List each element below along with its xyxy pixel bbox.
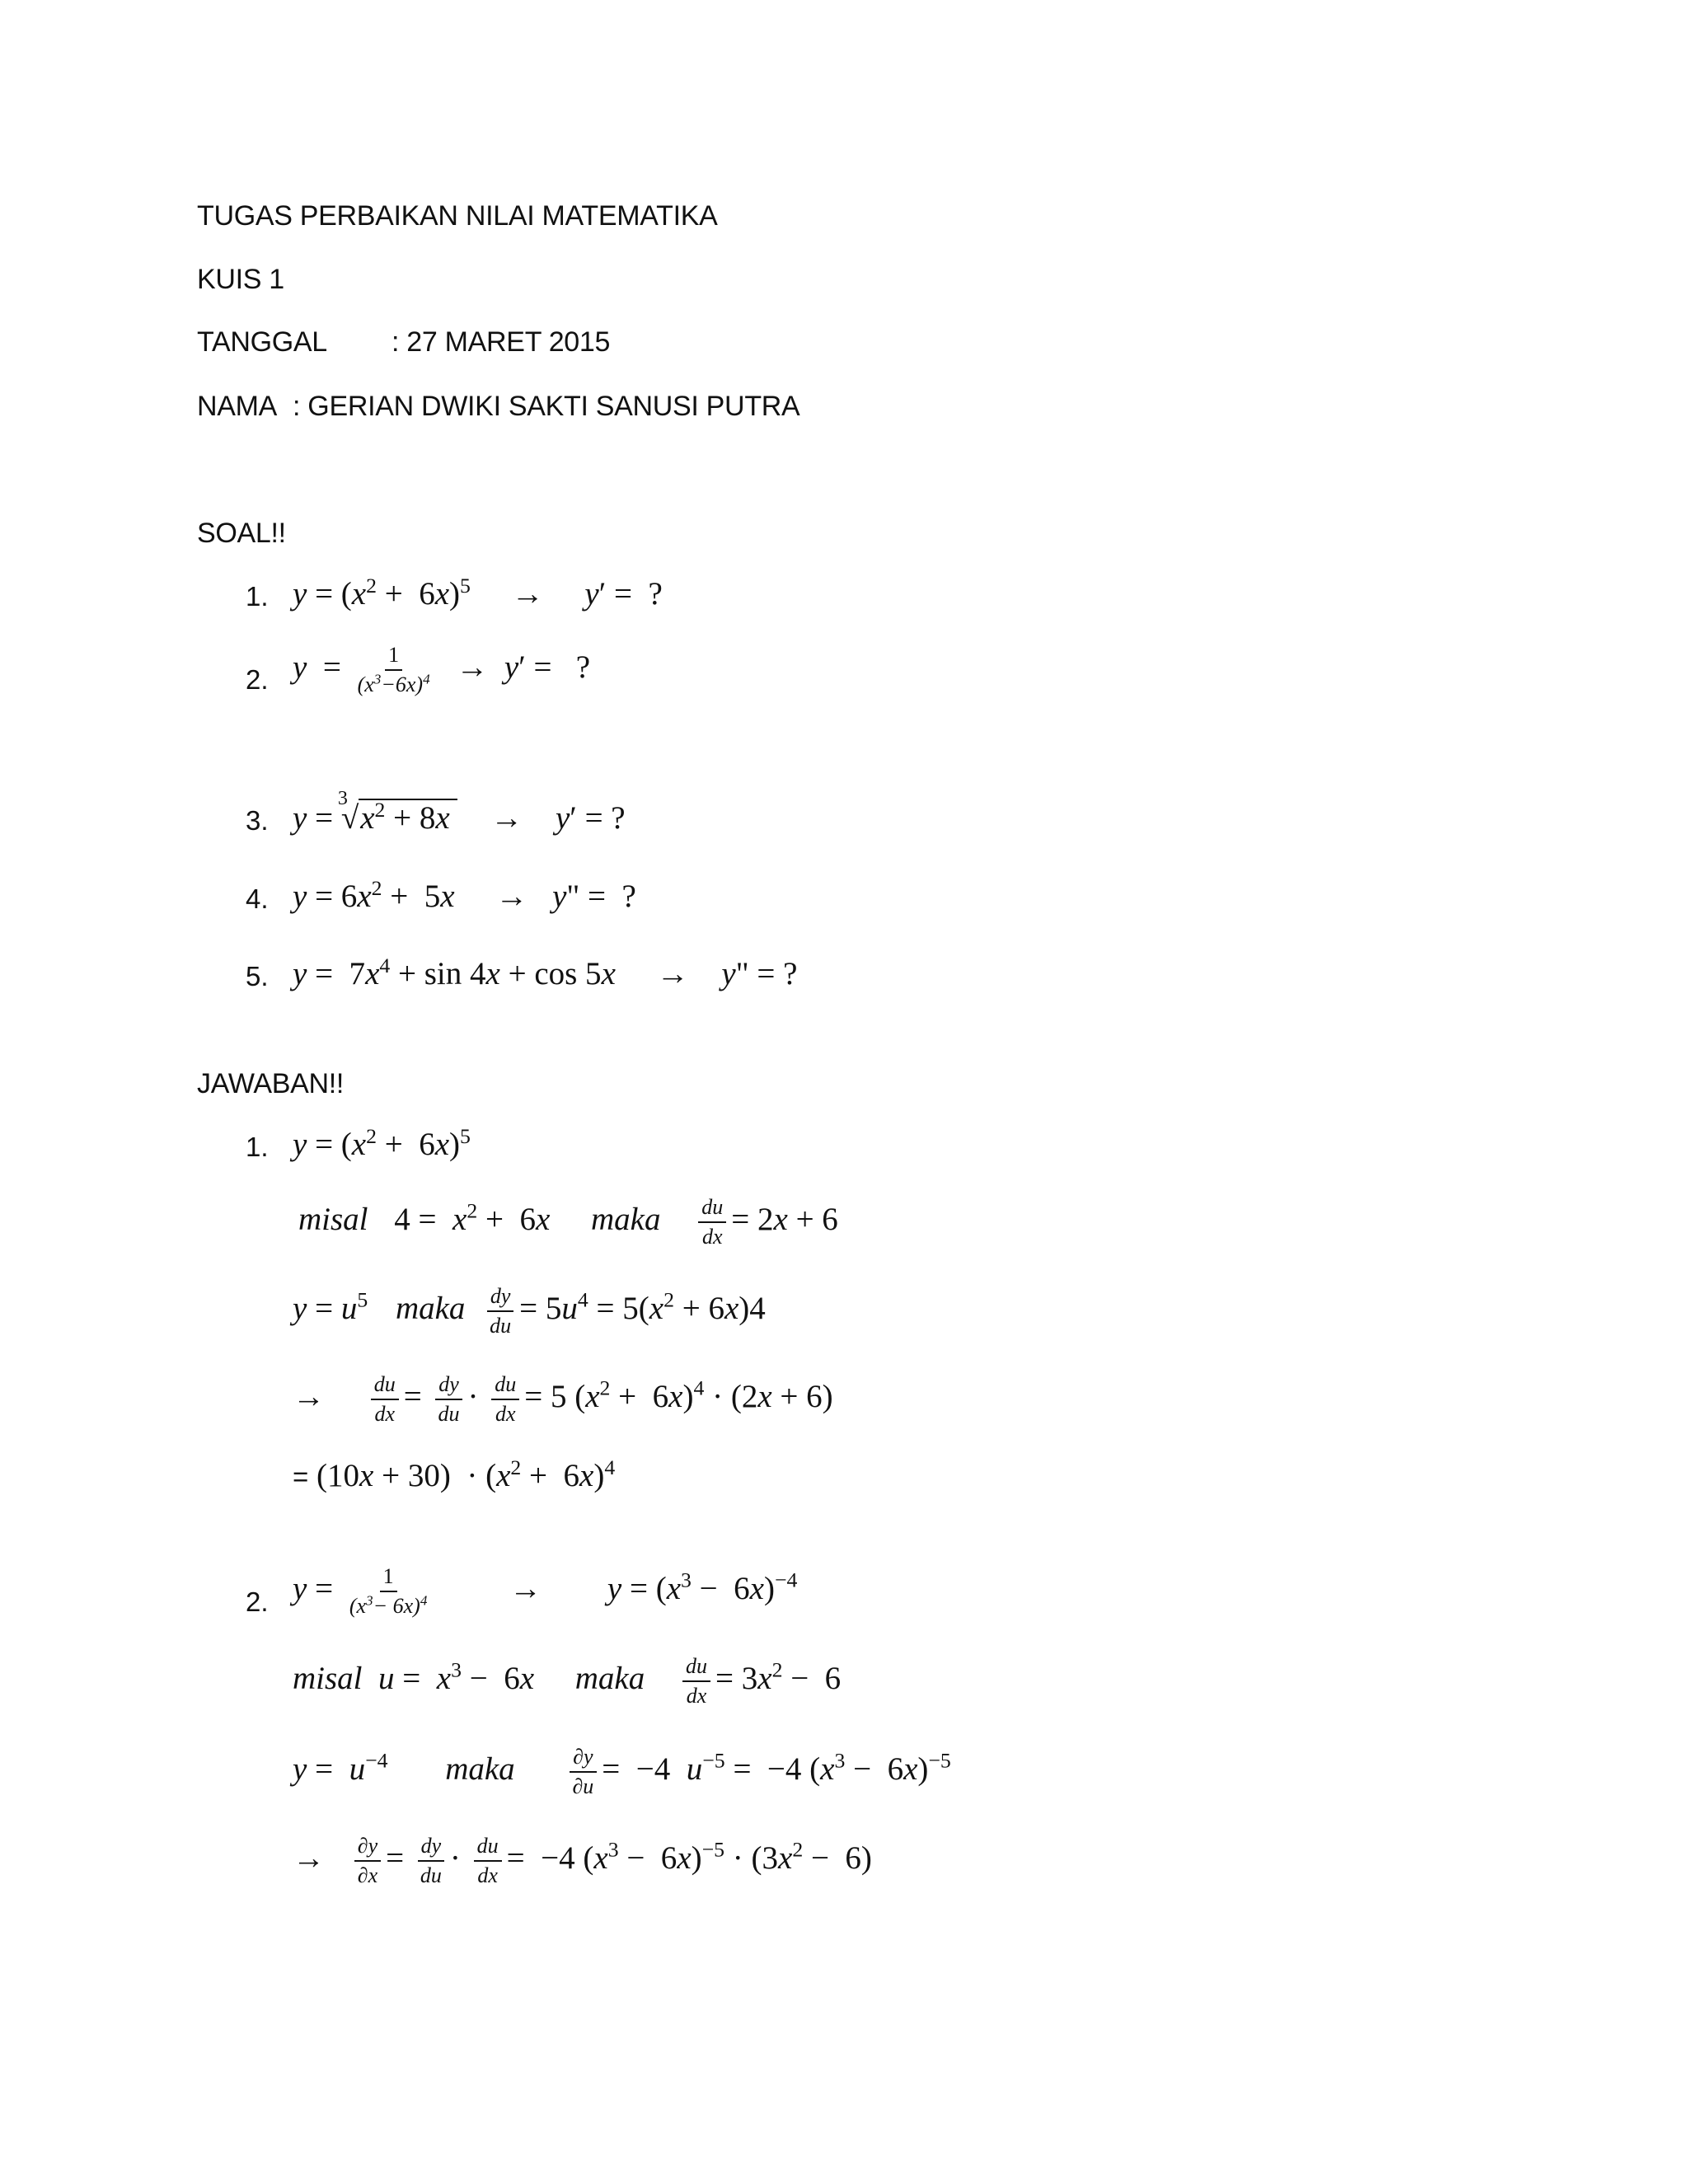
jawaban-2-line-3: $y = u^{-4}$ maka $\frac{\partial y}{\partial u}$ = −4 $u^{-5} = -4$ $(x^3 - 6x)^{-5}$	[293, 1745, 951, 1798]
jawaban-1-line-4: → $\frac{du}{dx}$ = $\frac{dy}{du}$ · $\frac{du}{dx}$ = 5 $(x^2 + 6x)^4 \cdot (2x + 6)$	[293, 1372, 833, 1426]
soal-equation-5: $y = 7x^4 + \sin 4x + \cos 5x \to y$" = ?	[293, 953, 798, 991]
jawaban-2-line-4: → $\frac{\partial y}{\partial x}$ = $\frac{dy}{du}$ · $\frac{du}{dx}$ = −4 $(x^3 - 6x)^{-5} \cdot (3x^2 - 6)$	[293, 1834, 872, 1887]
jawaban-number-1: 1.	[246, 1132, 269, 1162]
document-title: TUGAS PERBAIKAN NILAI MATEMATIKA	[197, 200, 718, 232]
jawaban-1-line-2: misal $4 = x^2 + 6x$ maka $\frac{du}{dx}$ = 2x + 6	[298, 1195, 838, 1249]
jawaban-1-line-1: $y = (x^2 + 6x)^5$	[293, 1123, 471, 1162]
quiz-label: KUIS 1	[197, 264, 284, 295]
jawaban-number-2: 2.	[246, 1586, 269, 1617]
jawaban-2-line-2: misal $u = x^3 - 6x$ maka $\frac{du}{dx}$ = $3x^2 - 6$	[293, 1654, 842, 1708]
jawaban-1-line-3: $y = u^5$ maka $\frac{dy}{du}$ = $5u^4 = 5(x^2 + 6x)4$	[293, 1284, 766, 1338]
date-label: TANGGAL	[197, 326, 327, 358]
date-value: : 27 MARET 2015	[392, 326, 611, 358]
soal-heading: SOAL!!	[197, 518, 286, 549]
soal-equation-2: y = $\frac{1}{(x^3-6x)^4}$ → y′ = ?	[293, 643, 591, 696]
soal-number-2: 2.	[246, 664, 269, 695]
name-value: : GERIAN DWIKI SAKTI SANUSI PUTRA	[293, 391, 800, 422]
name-label: NAMA	[197, 391, 278, 422]
soal-number-5: 5.	[246, 961, 269, 991]
soal-number-3: 3.	[246, 805, 269, 836]
soal-equation-4: $y = 6x^2 + 5x \to y$" = ?	[293, 875, 636, 914]
jawaban-2-line-1: y = $\frac{1}{(x^3- 6x)^4}$ → $y = (x^3 - 6x)^{-4}$	[293, 1564, 798, 1618]
jawaban-1-line-5: = $(10x + 30) \cdot (x^2 + 6x)^4$	[293, 1455, 616, 1493]
soal-equation-1: $y = (x^2 + 6x)^5 \to y'$ = ?	[293, 573, 663, 612]
soal-equation-3: y = 3 $√x^2 + 8x \to y'$ = ?	[293, 788, 626, 836]
soal-number-1: 1.	[246, 581, 269, 612]
soal-number-4: 4.	[246, 883, 269, 914]
jawaban-heading: JAWABAN!!	[197, 1068, 345, 1099]
